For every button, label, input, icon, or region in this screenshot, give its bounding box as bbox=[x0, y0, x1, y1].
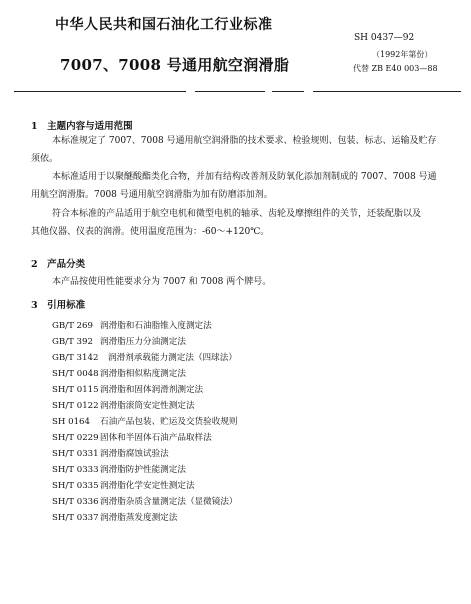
reference-code: GB/T 3142 bbox=[52, 353, 99, 363]
reference-code: SH/T 0229 bbox=[52, 433, 99, 443]
reference-code: SH 0164 bbox=[52, 417, 90, 427]
standard-code: SH 0437—92 bbox=[354, 33, 415, 43]
reference-code: SH/T 0331 bbox=[52, 449, 99, 459]
reference-name: 石油产品包装、贮运及交货验收规则 bbox=[100, 417, 238, 427]
reference-code: SH/T 0336 bbox=[52, 497, 99, 507]
reference-item bbox=[52, 351, 237, 363]
section-1-heading: 1 主题内容与适用范围 bbox=[31, 121, 133, 132]
standard-replaces: 代替 ZB E40 003—88 bbox=[353, 64, 438, 73]
reference-item bbox=[52, 447, 169, 459]
reference-item bbox=[52, 431, 212, 443]
reference-name: 润滑脂和石油脂锥入度测定法 bbox=[100, 321, 212, 331]
reference-name: 润滑剂承载能力测定法（四球法） bbox=[108, 353, 237, 363]
section-2-heading: 2 产品分类 bbox=[31, 259, 86, 270]
reference-name: 润滑脂蒸发度测定法 bbox=[100, 513, 178, 523]
reference-name: 润滑脂相似粘度测定法 bbox=[100, 369, 186, 379]
reference-code: SH/T 0115 bbox=[52, 385, 99, 395]
reference-item bbox=[52, 335, 186, 347]
reference-code: SH/T 0335 bbox=[52, 481, 99, 491]
reference-item bbox=[52, 479, 195, 491]
section-1-paragraph: 其他仪器、仪表的润滑。使用温度范围为：-60～+120℃。 bbox=[31, 227, 270, 237]
standard-organization: 中华人民共和国石油化工行业标准 bbox=[55, 17, 273, 33]
reference-name: 润滑脂腐蚀试验法 bbox=[100, 449, 169, 459]
section-1-paragraph: 用航空润滑脂。7008 号通用航空润滑脂为加有防磨添加剂。 bbox=[31, 190, 273, 200]
section-1-paragraph: 本标准规定了 7007、7008 号通用航空润滑脂的技术要求、检验规则、包装、标志、运输及贮存 bbox=[52, 136, 437, 146]
header-divider-left bbox=[14, 91, 186, 92]
reference-name: 润滑脂防护性能测定法 bbox=[100, 465, 186, 475]
reference-item bbox=[52, 511, 177, 523]
reference-name: 润滑脂和固体润滑剂测定法 bbox=[100, 385, 204, 395]
reference-code: GB/T 392 bbox=[52, 337, 93, 347]
header-divider-right bbox=[313, 91, 461, 92]
reference-code: SH/T 0333 bbox=[52, 465, 99, 475]
section-2-paragraph: 本产品按使用性能要求分为 7007 和 7008 两个牌号。 bbox=[52, 277, 272, 287]
standard-date: （1992年第份） bbox=[372, 50, 433, 59]
reference-name: 固体和半固体石油产品取样法 bbox=[100, 433, 212, 443]
document-title: 7007、7008 号通用航空润滑脂 bbox=[60, 56, 290, 74]
reference-name: 润滑脂滚筒安定性测定法 bbox=[100, 401, 195, 411]
reference-item bbox=[52, 319, 212, 331]
reference-item bbox=[52, 495, 238, 507]
reference-item bbox=[52, 399, 195, 411]
reference-item bbox=[52, 383, 203, 395]
section-1-paragraph: 须依。 bbox=[31, 154, 59, 164]
section-1-paragraph: 符合本标准的产品适用于航空电机和微型电机的轴承、齿轮及摩擦组件的关节，还装配脂以及 bbox=[52, 209, 422, 219]
section-1-paragraph: 本标准适用于以聚醚酸酯类化合物，并加有结构改善剂及防氧化添加剂制成的 7007、7008 号通 bbox=[52, 172, 437, 182]
reference-name: 润滑脂化学安定性测定法 bbox=[100, 481, 195, 491]
reference-item bbox=[52, 463, 186, 475]
reference-name: 润滑脂压力分油测定法 bbox=[100, 337, 186, 347]
reference-name: 润滑脂杂质含量测定法（显微镜法） bbox=[100, 497, 238, 507]
reference-item bbox=[52, 415, 238, 427]
reference-code: SH/T 0337 bbox=[52, 513, 99, 523]
header-divider-short bbox=[272, 91, 304, 92]
header-divider-middle bbox=[195, 91, 265, 92]
reference-code: SH/T 0122 bbox=[52, 401, 99, 411]
section-3-heading: 3 引用标准 bbox=[31, 300, 86, 311]
reference-item bbox=[52, 367, 186, 379]
reference-code: GB/T 269 bbox=[52, 321, 93, 331]
reference-code: SH/T 0048 bbox=[52, 369, 99, 379]
